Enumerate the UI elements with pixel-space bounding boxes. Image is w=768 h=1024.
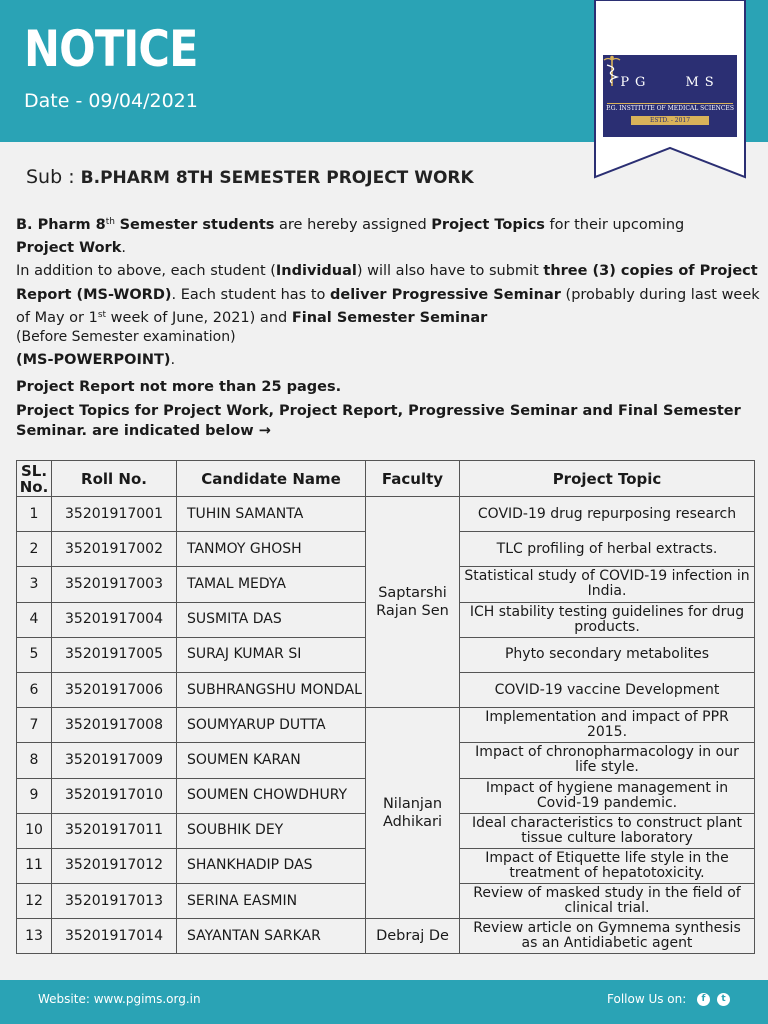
- col-header-sl: SL. No.: [17, 461, 52, 497]
- cell-sl: 7: [17, 708, 52, 743]
- text: .: [121, 240, 126, 256]
- text-bold: Semester students: [119, 217, 275, 233]
- text-bold: Project Report not more than 25 pages.: [16, 379, 342, 395]
- cell-topic: Phyto secondary metabolites: [460, 637, 755, 672]
- text-bold: Project Topics: [431, 217, 545, 233]
- cell-faculty: Debraj De: [366, 919, 460, 954]
- cell-name: SOUMEN CHOWDHURY: [177, 778, 366, 813]
- text: .: [170, 352, 176, 368]
- text-bold: B. Pharm 8: [16, 217, 106, 233]
- cell-topic: TLC profiling of herbal extracts.: [460, 532, 755, 567]
- text-bold: Final Semester Seminar: [291, 310, 488, 326]
- table-body: [17, 497, 755, 954]
- cell-sl: 12: [17, 884, 52, 919]
- project-table: [16, 460, 755, 954]
- cell-faculty: Nilanjan Adhikari: [366, 708, 460, 919]
- text: . Each student has to: [171, 287, 326, 303]
- cell-roll: 35201917006: [52, 672, 177, 707]
- cell-sl: 4: [17, 602, 52, 637]
- text-bold: Project Topics for Project Work, Project Report, Progressive Seminar and Final Semester: [16, 403, 741, 419]
- text: are hereby assigned: [279, 217, 427, 233]
- text: of May or 1: [16, 310, 98, 326]
- cell-topic: Ideal characteristics to construct plant tissue culture laboratory: [460, 813, 755, 848]
- table-header-row: [17, 461, 755, 497]
- text-bold: Report (MS-WORD): [16, 287, 172, 303]
- body-line-1: [16, 214, 684, 237]
- subject-prefix: Sub :: [26, 166, 75, 188]
- cell-roll: 35201917008: [52, 708, 177, 743]
- cell-roll: 35201917002: [52, 532, 177, 567]
- cell-topic: ICH stability testing guidelines for drug products.: [460, 602, 755, 637]
- notice-title: NOTICE: [24, 20, 198, 78]
- topics-intro-1: [16, 401, 741, 421]
- body-line-4: [16, 284, 760, 307]
- cell-roll: 35201917009: [52, 743, 177, 778]
- table-row: [17, 708, 755, 743]
- cell-roll: 35201917004: [52, 602, 177, 637]
- cell-roll: 35201917010: [52, 778, 177, 813]
- body-line-3: [16, 260, 758, 283]
- cell-sl: 13: [17, 919, 52, 954]
- cell-topic: COVID-19 vaccine Development: [460, 672, 755, 707]
- text-bold: Seminar. are indicated below →: [16, 423, 271, 439]
- twitter-icon[interactable]: t: [717, 993, 730, 1006]
- cell-name: SOUMEN KARAN: [177, 743, 366, 778]
- cell-topic: Implementation and impact of PPR 2015.: [460, 708, 755, 743]
- cell-roll: 35201917013: [52, 884, 177, 919]
- cell-sl: 2: [17, 532, 52, 567]
- subject-line: [26, 166, 474, 188]
- cell-name: SUSMITA DAS: [177, 602, 366, 637]
- text-bold: three (3) copies of Project: [543, 263, 758, 279]
- cell-sl: 10: [17, 813, 52, 848]
- text-bold: deliver Progressive Seminar: [329, 287, 561, 303]
- cell-topic: Impact of Etiquette life style in the treatment of hepatotoxicity.: [460, 848, 755, 883]
- logo-estd: ESTD. - 2017: [631, 116, 709, 125]
- cell-topic: Review of masked study in the field of clinical trial.: [460, 884, 755, 919]
- cell-sl: 3: [17, 567, 52, 602]
- logo-right-text: MS: [685, 75, 720, 90]
- cell-faculty: Saptarshi Rajan Sen: [366, 497, 460, 708]
- text: for their upcoming: [549, 217, 685, 233]
- subject-text: B.PHARM 8TH SEMESTER PROJECT WORK: [80, 168, 474, 188]
- text-bold: Individual: [275, 263, 357, 279]
- logo-divider: [607, 103, 733, 104]
- cell-name: SAYANTAN SARKAR: [177, 919, 366, 954]
- notice-date: Date - 09/04/2021: [24, 90, 198, 112]
- cell-name: SURAJ KUMAR SI: [177, 637, 366, 672]
- cell-topic: COVID-19 drug repurposing research: [460, 497, 755, 532]
- cell-name: SOUMYARUP DUTTA: [177, 708, 366, 743]
- page-limit-note: [16, 376, 341, 399]
- facebook-icon[interactable]: f: [697, 993, 710, 1006]
- cell-roll: 35201917005: [52, 637, 177, 672]
- text: (probably during last week: [565, 287, 760, 303]
- cell-roll: 35201917011: [52, 813, 177, 848]
- footer-follow-label: Follow Us on:: [607, 992, 687, 1006]
- text-bold: Project Work: [16, 240, 122, 256]
- table-row: [17, 919, 755, 954]
- body-line-6: [16, 326, 236, 349]
- cell-sl: 1: [17, 497, 52, 532]
- cell-name: SERINA EASMIN: [177, 884, 366, 919]
- cell-roll: 35201917012: [52, 848, 177, 883]
- superscript: st: [97, 310, 107, 320]
- cell-sl: 8: [17, 743, 52, 778]
- col-header-name: Candidate Name: [177, 461, 366, 497]
- cell-name: SUBHRANGSHU MONDAL: [177, 672, 366, 707]
- cell-name: SOUBHIK DEY: [177, 813, 366, 848]
- cell-sl: 9: [17, 778, 52, 813]
- table-row: [17, 497, 755, 532]
- col-header-faculty: Faculty: [366, 461, 460, 497]
- logo-subtitle: P.G. INSTITUTE OF MEDICAL SCIENCES: [606, 105, 734, 112]
- institute-logo: [603, 55, 737, 137]
- text: (Before Semester examination): [16, 329, 236, 345]
- cell-topic: Impact of hygiene management in Covid-19 pandemic.: [460, 778, 755, 813]
- cell-roll: 35201917001: [52, 497, 177, 532]
- cell-topic: Review article on Gymnema synthesis as an Antidiabetic agent: [460, 919, 755, 954]
- col-header-roll: Roll No.: [52, 461, 177, 497]
- footer-website[interactable]: Website: www.pgims.org.in: [38, 992, 201, 1006]
- cell-name: TUHIN SAMANTA: [177, 497, 366, 532]
- topics-intro-2: [16, 421, 271, 441]
- body-line-2: [16, 237, 126, 260]
- cell-topic: Statistical study of COVID-19 infection in India.: [460, 567, 755, 602]
- body-line-7: [16, 349, 175, 372]
- cell-roll: 35201917014: [52, 919, 177, 954]
- cell-name: SHANKHADIP DAS: [177, 848, 366, 883]
- col-header-topic: Project Topic: [460, 461, 755, 497]
- cell-roll: 35201917003: [52, 567, 177, 602]
- cell-sl: 5: [17, 637, 52, 672]
- cell-sl: 6: [17, 672, 52, 707]
- cell-topic: Impact of chronopharmacology in our life style.: [460, 743, 755, 778]
- logo-badge: [594, 0, 768, 178]
- text: ) will also have to submit: [356, 263, 539, 279]
- footer-bar: [0, 980, 768, 1024]
- cell-sl: 11: [17, 848, 52, 883]
- superscript: th: [105, 217, 115, 227]
- logo-lettering: [603, 75, 737, 90]
- logo-left-text: PG: [620, 75, 652, 90]
- cell-name: TANMOY GHOSH: [177, 532, 366, 567]
- cell-name: TAMAL MEDYA: [177, 567, 366, 602]
- text-bold: (MS-POWERPOINT): [16, 352, 171, 368]
- text: week of June, 2021) and: [110, 310, 288, 326]
- text: In addition to above, each student (: [16, 263, 276, 279]
